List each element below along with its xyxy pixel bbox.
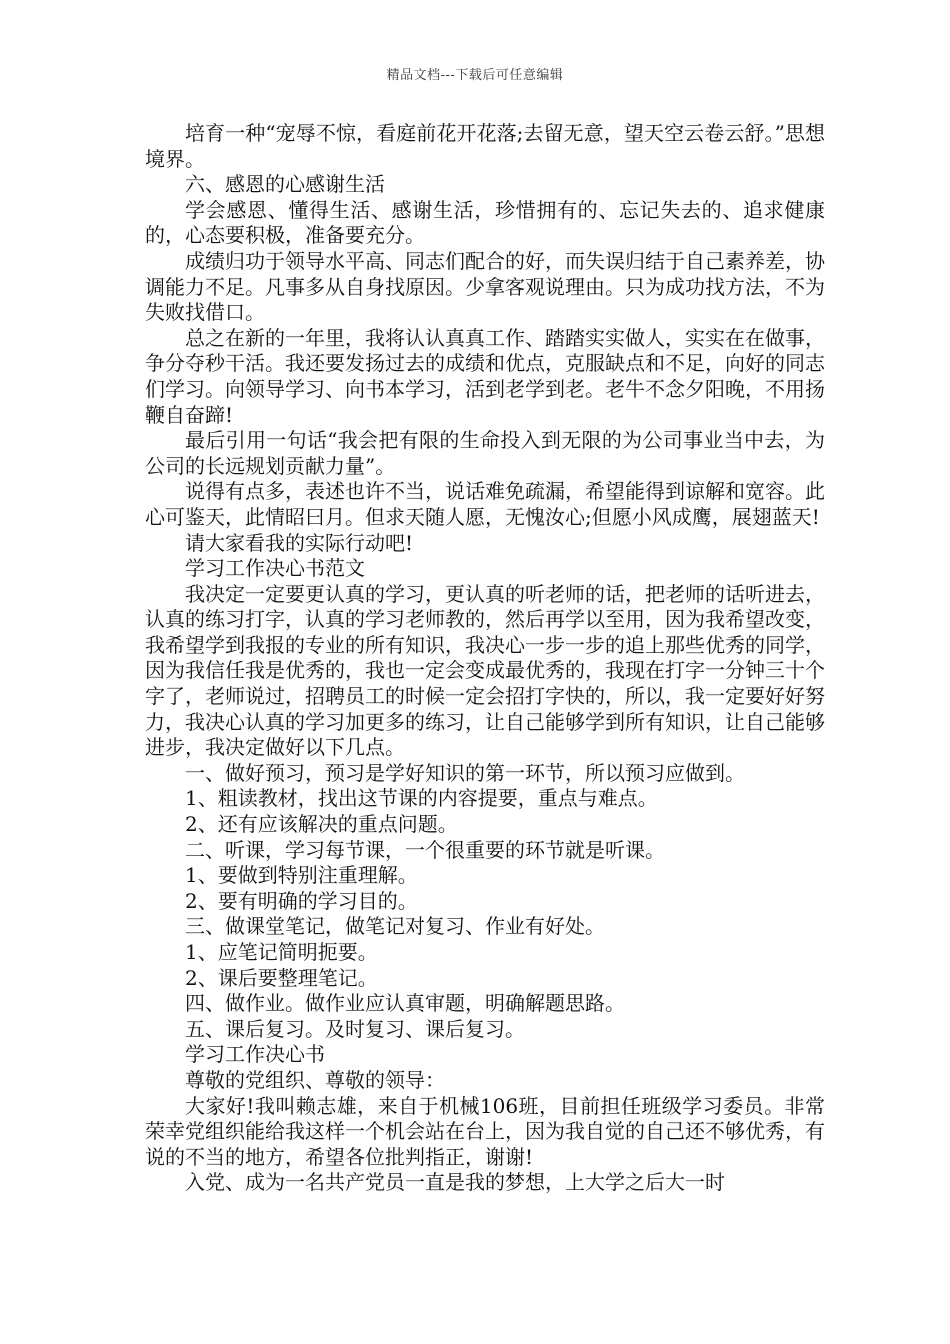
paragraph: 成绩归功于领导水平高、同志们配合的好，而失误归结于自己素养差，协调能力不足。凡事多从自身找原因。少拿客观说理由。只为成功找方法，不为失败找借口。 [145, 248, 825, 325]
paragraph: 请大家看我的实际行动吧! [185, 530, 414, 555]
list-item: 1、粗读教材，找出这节课的内容提要，重点与难点。 [185, 786, 658, 811]
paragraph: 学会感恩、懂得生活、感谢生活，珍惜拥有的、忘记失去的、追求健康的，心态要积极，准备要充分。 [145, 197, 825, 248]
list-heading: 三、做课堂笔记，做笔记对复习、作业有好处。 [185, 914, 605, 939]
salutation: 尊敬的党组织、尊敬的领导： [185, 1067, 445, 1092]
list-item: 1、要做到特别注重理解。 [185, 863, 418, 888]
document-body [145, 121, 825, 1196]
list-item: 2、课后要整理笔记。 [185, 965, 378, 990]
paragraph: 我决定一定要更认真的学习，更认真的听老师的话，把老师的话听进去，认真的练习打字，认真的学习老师教的，然后再学以至用，因为我希望改变，我希望学到我报的专业的所有知识，我决心一步一步的追上那些优秀的同学，因为我信任我是优秀的，我也一定会变成最优秀的，我现在打字一分钟三十个字了，老师说过，招聘员工的时候一定会招打字快的，所以，我一定要好好努力，我决心认真的学习加更多的练习，让自己能够学到所有知识，让自己能够进步，我决定做好以下几点。 [145, 581, 825, 760]
document-title: 学习工作决心书范文 [185, 556, 365, 581]
list-item: 1、应笔记简明扼要。 [185, 940, 378, 964]
list-heading: 五、课后复习。及时复习、课后复习。 [185, 1016, 525, 1041]
document-title: 学习工作决心书 [185, 1042, 325, 1067]
section-heading: 六、感恩的心感谢生活 [185, 172, 385, 197]
paragraph: 大家好!我叫赖志雄，来自于机械106班，目前担任班级学习委员。非常荣幸党组织能给我这样一个机会站在台上，因为我自觉的自己还不够优秀，有说的不当的地方，希望各位批判指正，谢谢! [145, 1093, 825, 1169]
paragraph: 培育一种“宠辱不惊，看庭前花开花落;去留无意，望天空云卷云舒。”思想境界。 [145, 121, 825, 171]
paragraph: 总之在新的一年里，我将认认真真工作、踏踏实实做人，实实在在做事，争分夺秒干活。我还要发扬过去的成绩和优点，克服缺点和不足，向好的同志们学习。向领导学习、向书本学习，活到老学到老。老牛不念夕阳晚，不用扬鞭自奋蹄! [145, 325, 825, 427]
paragraph: 入党、成为一名共产党员一直是我的梦想，上大学之后大一时 [185, 1170, 725, 1195]
list-heading: 四、做作业。做作业应认真审题，明确解题思路。 [185, 991, 625, 1016]
list-item: 2、还有应该解决的重点问题。 [185, 812, 458, 837]
page-header: 精品文档---下载后可任意编辑 [386, 68, 564, 83]
list-heading: 二、听课，学习每节课，一个很重要的环节就是听课。 [185, 837, 665, 862]
list-item: 2、要有明确的学习目的。 [185, 888, 418, 913]
paragraph: 最后引用一句话“我会把有限的生命投入到无限的为公司事业当中去，为公司的长远规划贡献力量”。 [145, 428, 825, 478]
paragraph: 说得有点多，表述也许不当，说话难免疏漏，希望能得到谅解和宽容。此心可鉴天，此情昭曰月。但求天随人愿，无愧汝心;但愿小风成鹰，展翅蓝天! [145, 479, 825, 529]
list-heading: 一、做好预习，预习是学好知识的第一环节，所以预习应做到。 [185, 760, 745, 785]
